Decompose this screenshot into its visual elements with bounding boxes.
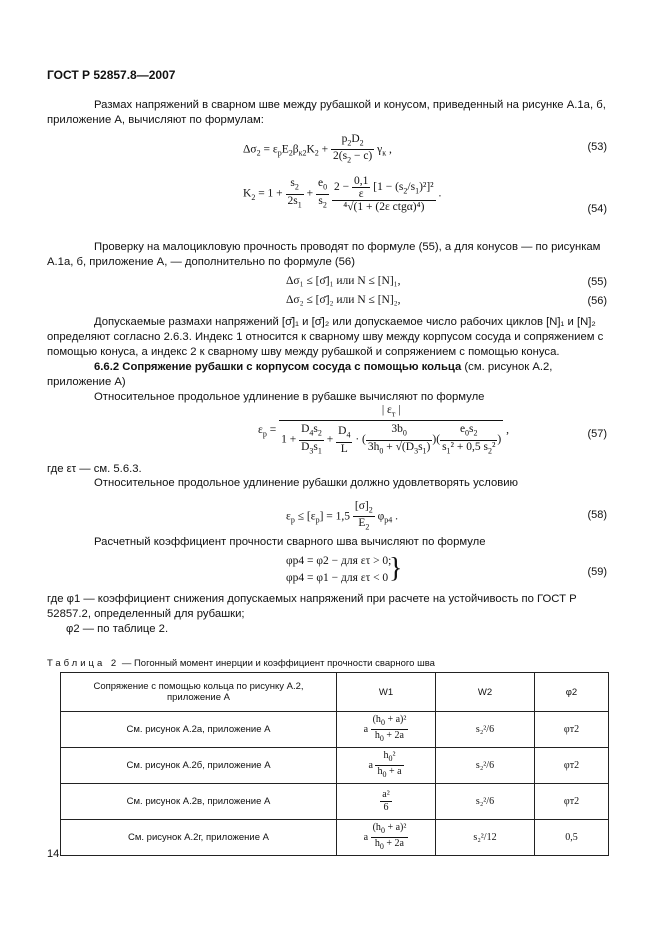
cell-reference: См. рисунок А.2б, приложение А xyxy=(61,748,337,784)
equation-54-number: (54) xyxy=(587,203,607,215)
equation-58-number: (58) xyxy=(587,509,607,521)
page-number: 14 xyxy=(47,848,60,860)
equation-58: $\varepsilon_p \le [\varepsilon_p] = 1,5$ $\frac{[\sigma]_2}{E_2}$ $\varphi_{p4}$ . xyxy=(286,500,399,532)
cell-phi2: φт2 xyxy=(535,784,609,820)
cell-reference: См. рисунок А.2в, приложение А xyxy=(61,784,337,820)
equation-56: Δσ₂ ≤ [σ̄]₂ или N ≤ [N]₂, xyxy=(286,294,401,306)
table-caption-text: — Погонный момент инерции и коэффициент прочности сварного шва xyxy=(121,658,435,669)
table-2 xyxy=(60,672,609,856)
cell-w1-formula: $\frac{\text{a²}}{6}$ xyxy=(337,784,436,820)
cell-w2: s₂²/6 xyxy=(436,712,535,748)
cell-w2: s₂²/6 xyxy=(436,748,535,784)
cell-phi2: φт2 xyxy=(535,712,609,748)
paragraph-4: Относительное продольное удлинение в рубашке вычисляют по формуле xyxy=(94,391,485,403)
equation-53: $\Delta\sigma_2 = \varepsilon_pE_2\beta_{к2}K_2$ + $\frac{p_2D_2}{2(s_2 - c)}$ $\gamma_к$ , xyxy=(243,133,392,165)
header-w1: W1 xyxy=(337,673,436,712)
cell-phi2: 0,5 xyxy=(535,820,609,856)
table-row xyxy=(61,820,609,856)
section-reference: (см. рисунок А.2, приложение А) xyxy=(47,361,553,388)
cell-w1-formula: a $\frac{(h_0 + a)^2}{h_0 + 2a}$ xyxy=(337,820,436,856)
paragraph-3: Допускаемые размахи напряжений [σ̄]₁ и [σ̄]₂ или допускаемое число рабочих циклов [N]₁ и [N]₂ определяют согласно 2.6.3. Индекс 1 относится к сварному шву между корпусом сосуда и сопряжением с помощью конуса, а индекс 2 к сварному шву между рубашкой и сопряжением с помощью конуса. xyxy=(47,316,604,358)
cell-w2: s₂²/12 xyxy=(436,820,535,856)
equation-59-line-1: φp4 = φ2 − для ετ > 0; xyxy=(286,555,392,567)
paragraph-7: Расчетный коэффициент прочности сварного шва вычисляют по формуле xyxy=(94,536,486,548)
doc-header: ГОСТ Р 52857.8—2007 xyxy=(47,68,176,82)
paragraph-5: где ετ — см. 5.6.3. xyxy=(47,463,142,475)
paragraph-6: Относительное продольное удлинение рубашки должно удовлетворять условию xyxy=(94,477,519,489)
cell-reference: См. рисунок А.2а, приложение А xyxy=(61,712,337,748)
cell-w1-formula: a $\frac{(h_0 + a)^2}{h_0 + 2a}$ xyxy=(337,712,436,748)
equation-59-number: (59) xyxy=(587,566,607,578)
paragraph-1: Размах напряжений в сварном шве между рубашкой и конусом, приведенный на рисунке А.1а, б, приложение А, вычисляют по формулам: xyxy=(47,99,606,126)
equation-55-number: (55) xyxy=(587,276,607,288)
cell-w1-formula: a $\frac{h_0^2}{h_0 + a}$ xyxy=(337,748,436,784)
paragraph-8: где φ1 — коэффициент снижения допускаемых напряжений при расчете на устойчивость по ГОСТ Р 52857.2, определенный для рубашки; xyxy=(47,593,577,620)
table-row xyxy=(61,748,609,784)
cell-reference: См. рисунок А.2г, приложение А xyxy=(61,820,337,856)
equation-57-number: (57) xyxy=(587,428,607,440)
section-title: Сопряжение рубашки с корпусом сосуда с помощью кольца xyxy=(122,361,462,373)
table-row xyxy=(61,784,609,820)
brace-symbol: } xyxy=(389,553,403,584)
cell-phi2: φт2 xyxy=(535,748,609,784)
equation-53-number: (53) xyxy=(587,141,607,153)
equation-57: $\varepsilon_p$ = | $\varepsilon_т$ | 1 + $\frac{D_4s_2}{D_3s_1}$ + $\frac{D_4}{L}$ · ( $\frac{3b_0}{3h_0 + √(D_3s_1)}$ )( $\frac{e_0s_2}{s_1^2 + 0,5 s_2^2}$ ) , xyxy=(258,404,510,455)
equation-59-line-2: φp4 = φ1 − для ετ < 0 xyxy=(286,572,389,584)
header-w2: W2 xyxy=(436,673,535,712)
paragraph-9: φ2 — по таблице 2. xyxy=(66,623,169,635)
section-number: 6.6.2 xyxy=(94,361,120,373)
paragraph-2: Проверку на малоцикловую прочность проводят по формуле (55), а для конусов — по рисункам А.1а, б, приложение А, — дополнительно по формуле (56) xyxy=(47,241,601,268)
cell-w2: s₂²/6 xyxy=(436,784,535,820)
equation-54: $K_2 = 1$ + $\frac{s_2}{2s_1}$ + $\frac{e_0}{s_2}$ 2 − $\frac{0,1}{\varepsilon}$ $[1 - (s_2/s_1)^2]^2$ ⁴√(1 + (2ε ctgα)⁴) . xyxy=(243,175,442,213)
section-6-6-2 xyxy=(47,360,617,390)
equation-56-number: (56) xyxy=(587,295,607,307)
table-caption xyxy=(47,658,435,669)
table-header-row xyxy=(61,673,609,712)
header-reference: Сопряжение с помощью кольца по рисунку А.2, приложение А xyxy=(61,673,337,712)
header-phi2: φ2 xyxy=(535,673,609,712)
equation-55: Δσ₁ ≤ [σ̄]₁ или N ≤ [N]₁, xyxy=(286,275,401,287)
table-row xyxy=(61,712,609,748)
table-caption-label: Таблица 2 xyxy=(47,658,120,669)
